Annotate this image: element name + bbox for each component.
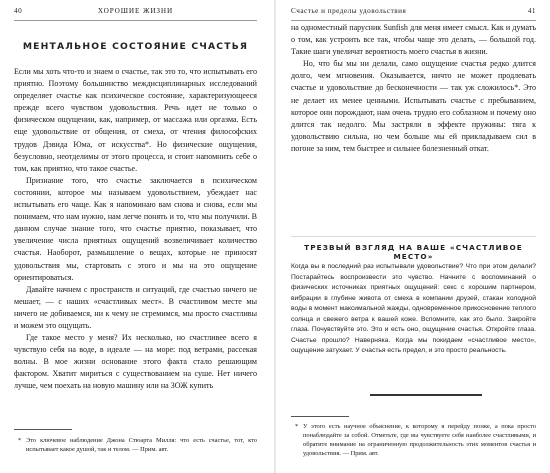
left-paragraph-3: Давайте начнем с пространств и ситуаций, где счастью ничего не мешает, — с наших «счастливых мест». В счастливом месте мы ничего не добиваемся, ни к чему не стремимся, мы просто счастливы и можем это ощущать. bbox=[14, 284, 257, 330]
right-body-text bbox=[291, 22, 536, 155]
right-page-number: 41 bbox=[527, 7, 536, 15]
right-paragraph-1: на одноместный парусник Sunfish для меня имеет смысл. Как и думать о том, как устроить все так, чтобы чаще это делать, — большой год. Такие шаги увеличат вероятность моего счастья в жизни. bbox=[291, 23, 536, 57]
left-body-text bbox=[14, 66, 257, 393]
chapter-title: МЕНТАЛЬНОЕ СОСТОЯНИЕ СЧАСТЬЯ bbox=[22, 41, 249, 52]
right-footnote-rule bbox=[291, 416, 349, 417]
left-footnote-rule bbox=[14, 429, 72, 430]
left-paragraph-1: Если мы хоть что-то и знаем о счастье, так это то, что испытывать его приятно. Поэтому большинство междисциплинарных исследований определяет счастье как психическое состояние, характеризующееся прежде всего чувством удовольствия. Речь идет не только о физическом ощущении, как, например, от массажа или оргазма. Есть еще удовольствие от общения, от смеха, от чтения философских трудов Дэвида Юма, от искусства*. Но физические ощущения, безусловно, неотделимы от этого процесса, и стоит напомнить себе о том, как приятно, что такое счастье. bbox=[14, 67, 257, 173]
left-page-number: 40 bbox=[14, 7, 23, 15]
left-running-title: ХОРОШИЕ ЖИЗНИ bbox=[97, 7, 174, 15]
right-running-title: Счастье и пределы удовольствия bbox=[291, 7, 407, 15]
right-footnote-text: У этого есть научное объяснение, к которому я перейду позже, а пока просто понаблюдайте за собой. Отметьте, где вы чувствуете себя наиболее счастливыми, и обратите внимание на ограниченную продолжительность этих моментов счастья и удовольствия. — Прим. авт. bbox=[303, 423, 536, 457]
box-end-rule bbox=[370, 394, 482, 396]
left-footnote-mark: * bbox=[18, 437, 22, 444]
box-paragraph: Когда вы в последний раз испытывали удовольствие? Что при этом делали? Постарайтесь воспроизвести это чувство. Начните с воспоминаний о физических источниках приятных ощущений: секс с хорошим партнером, вибрации в глубине живота от смеха в компании друзей, стакан холодной воды в момент максимальной жажды, одновременное прикосновение теплого солнца и свежего ветра к вашей коже. Вспомните, как это было. Закройте глаза. Почувствуйте это. Это и есть оно, ощущение счастья. Откройте глаза. Счастье прошло? Наверняка. Когда мы покидаем «счастливое место», ощущение затухает. У счастья есть предел, и это просто реальность. bbox=[291, 263, 536, 354]
left-header-rule bbox=[14, 20, 257, 21]
right-paragraph-2: Но, что бы мы ни делали, само ощущение счастья редко длится долго, чем мгновения. Оказывается, ничто не может продлевать счастье и удовольствие до бесконечности — так уж сложилось*. Это не делает их менее ценными. Испытывать счастье с пребыванием, которое они порождают, нам очень трудно его соблазном и почему оно длится так недолго. Мы застряли в эффекте пружины: тяга к удовольствию сильна, но чем больше мы ей прикладываем сил в погоне за ним, тем быстрее и сильнее болезненный откат. bbox=[291, 59, 536, 153]
left-footnote bbox=[18, 436, 257, 454]
left-paragraph-4: Где такое место у меня? Их несколько, но счастливее всего я чувствую себя на воде, в идеале — на море: под ветрами, рассекая волны. В мое жизни основание этого факта стало решающим фактором. Хватит мириться с существованием на суше. Нет ничего лучше, чем поехать на новую машину или на ЗОЖ купить bbox=[14, 333, 257, 391]
box-top-rule bbox=[291, 236, 536, 237]
right-header-rule bbox=[291, 20, 536, 21]
right-page bbox=[275, 0, 550, 473]
right-footnote bbox=[295, 422, 536, 458]
left-paragraph-2: Признание того, что счастье заключается в психическом состоянии, которое мы называем удовольствием, убеждает нас испытывать его чаще. Как я напоминаю вам снова и снова, если мы понимаем, что нам нужно, нам легче понять и то, что мы получили. В данном случае знание того, что счастье приятно, показывает, что увеличение числа приятных ощущений возвеличивает количество счастья. Наоборот, размышление о вещах, которые не приносят удовольствия мы, стартовать с этого и мы на это ощущение ориентироваться. bbox=[14, 175, 257, 282]
left-footnote-text: Это ключевое наблюдение Джона Стюарта Милля: что есть счастье, тот, кто испытывает какое душой, так и телом. — Прим. авт. bbox=[26, 437, 257, 453]
box-heading: ТРЕЗВЫЙ ВЗГЛЯД НА ВАШЕ «СЧАСТЛИВОЕ МЕСТО» bbox=[304, 243, 523, 261]
right-footnote-mark: * bbox=[295, 423, 299, 430]
box-text bbox=[291, 262, 536, 357]
